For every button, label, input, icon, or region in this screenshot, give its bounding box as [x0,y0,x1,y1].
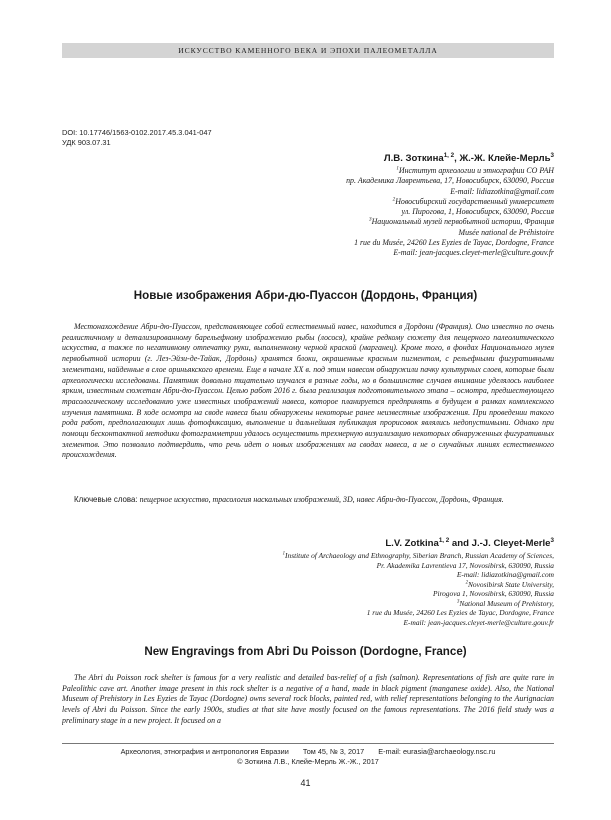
title-en: New Engravings from Abri Du Poisson (Dordogne, France) [144,645,467,658]
affiliation-line [254,238,554,248]
aff-text: Institute of Archaeology and Ethnography, Siberian Branch, Russian Academy of Sciences, [285,551,554,560]
affiliation-line [224,589,554,599]
keywords-value: пещерное искусство, трасология наскальных изображений, 3D, навес Абри-дю-Пуассон, Дордонь, Франция. [139,495,504,504]
affiliation-line [254,207,554,217]
aff-email[interactable]: E-mail: lidiazotkina@gmail.com [450,186,554,196]
affiliations-en [224,551,554,627]
author-ru-2: , Ж.-Ж. Клейе-Мерль [454,153,551,164]
author-en-2: and J.-J. Cleyet-Merle [449,538,551,549]
aff-sup: 3 [369,216,372,223]
author-ru-1-sup: 1, 2 [443,151,455,159]
aff-text: Novosibirsk State University, [467,579,554,589]
aff-text: 1 rue du Musée, 24260 Les Eyzies de Tayac, Dordogne, France [366,608,554,617]
keywords-label: Ключевые слова: [74,495,138,504]
keywords-ru [62,494,554,505]
aff-email[interactable]: E-mail: jean-jacques.cleyet-merle@culture.gouv.fr [403,617,554,627]
abstract-en: The Abri du Poisson rock shelter is famous for a very realistic and detailed bas-relief of a fish (salmon). Representations of fish are quite rare in Paleolithic cave art. Another image present in this rock shelter is a negative of a hand, made in black pigment (manganese oxide). Also, the National Museum of Prehistory in Les Eyzies de Tayac (Dordogne) owns several rock blocks, painted red, with relief representations belonging to the Aurignacian levels of Abri du Poisson. Since the early 1900s, studies at that site have mostly focused on the famous representations. The 2016 field study was a preliminary stage in a new project. It focused on a [62,673,554,725]
footer-journal-info [62,747,554,756]
affiliation-line [224,561,554,571]
affiliation-line [224,570,554,580]
aff-sup: 2 [392,196,396,203]
aff-text: Национальный музей первобытной истории, Франция [371,217,554,227]
affiliation-line [254,197,554,207]
affiliation-line [254,217,554,227]
authors-ru [384,153,554,164]
aff-text: ул. Пирогова, 1, Новосибирск, 630090, Россия [401,207,554,217]
aff-text: Институт археологии и этнографии СО РАН [398,166,554,175]
aff-text: Новосибирский государственный университет [395,196,554,206]
author-en-2-sup: 3 [550,536,554,544]
affiliation-line [224,580,554,590]
author-ru-2-sup: 3 [550,151,554,159]
aff-sup: 3 [457,599,460,605]
affiliation-line [254,187,554,197]
footer-copyright: © Зоткина Л.В., Клейе-Мерль Ж.-Ж., 2017 [237,757,379,766]
title-ru: Новые изображения Абри-дю-Пуассон (Дордонь, Франция) [133,289,478,302]
aff-text: National Museum of Prehistory, [459,598,554,608]
affiliation-line [254,228,554,238]
author-en-1: L.V. Zotkina [385,538,439,549]
aff-text: Pirogova 1, Novosibirsk, 630090, Russia [432,589,554,598]
author-en-1-sup: 1, 2 [438,536,450,544]
affiliation-line [254,248,554,258]
affiliation-line [224,618,554,628]
aff-email[interactable]: E-mail: lidiazotkina@gmail.com [456,570,554,579]
affiliation-line [224,608,554,618]
page-number: 41 [300,778,311,788]
authors-en [385,538,554,549]
footer-divider [62,743,554,744]
footer-volume: Том 45, № 3, 2017 [302,747,365,756]
aff-text: Musée national de Préhistoire [458,227,554,237]
aff-text: пр. Академика Лаврентьева, 17, Новосибирск, 630090, Россия [346,176,554,186]
abstract-ru: Местонахождение Абри-дю-Пуассон, представляющее собой естественный навес, находится в Дордони (Франция). Оно известно по очень реалистичному и детализированному барельефному изображению рыбы (лосося), крайне редкому сюжету для пещерного палеолитического искусства, а также по негативному отпечатку руки, выполненному черной краской (марганец). Кроме того, в фондах Национального музея первобытной истории (г. Лез-Эйзи-де-Тайак, Дордонь) хранятся блоки, окрашенные красным пигментом, с рельефными фигуративными элементами, найденные в слое ориньякского времени. Еще в начале XX в. под этим навесом обнаружили пачку культурных слоев, которые были археологически исследованы. Памятник довольно тщательно изучался в разные годы, но в большинстве случаев внимание уделялось наиболее ярким, известным сюжетам Абри-дю-Пуассон. Целью работ 2016 г. была реализация подготовительного этапа – осмотра, предшествующего трасологическому исследованию уже известных изображений навеса, которое планируется предпринять в будущем в рамках комплексного изучения памятника. В ходе осмотра на своде навеса были обнаружены некоторые ранее неизвестные изображения. При проведении такого рода работ, предполагающих лишь фотофиксацию, выполнение и дальнейшая публикация прорисовок являлись недопустимыми. Однако при помощи бесконтактной методики фотограмметрии удалось осуществить трехмерную визуализацию некоторых обнаруженных фигуративных элементов. Это позволило подтвердить, что речь идет о новых изображениях на сводах навеса, а не о случайных линиях естественного происхождения. [62,322,554,460]
aff-sup: 1 [396,165,399,172]
affiliation-line [224,551,554,561]
aff-sup: 1 [282,551,286,557]
author-ru-1: Л.В. Зоткина [383,153,444,164]
aff-text: Pr. Akademika Lavrentieva 17, Novosibirsk, 630090, Russia [376,560,554,570]
affiliations-ru [254,166,554,259]
affiliation-line [254,176,554,186]
doi: DOI: 10.17746/1563-0102.2017.45.3.041-047 [62,128,212,137]
footer-journal: Археология, этнография и антропология Евразии [120,747,289,756]
aff-text: 1 rue du Musée, 24260 Les Eyzies de Tayac, Dordogne, France [354,238,554,248]
affiliation-line [254,166,554,176]
footer-email[interactable]: E-mail: eurasia@archaeology.nsc.ru [378,747,496,756]
aff-email[interactable]: E-mail: jean-jacques.cleyet-merle@culture.gouv.fr [393,248,554,258]
affiliation-line [224,599,554,609]
aff-sup: 2 [465,580,468,586]
udk: УДК 903.07.31 [62,138,111,147]
section-banner: ИСКУССТВО КАМЕННОГО ВЕКА И ЭПОХИ ПАЛЕОМЕТАЛЛА [62,43,554,58]
